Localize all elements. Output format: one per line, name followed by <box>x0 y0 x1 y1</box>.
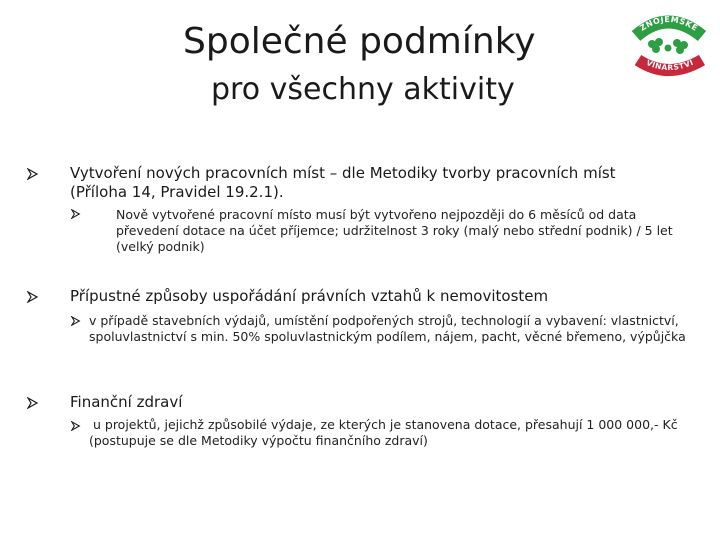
logo-text-bottom: VINAŘSTVÍ <box>644 57 695 73</box>
bullet-item: Vytvoření nových pracovních míst – dle Metodiky tvorby pracovních míst (Příloha 14, Pravidel 19.2.1). <box>70 164 616 201</box>
bullet-arrow-icon <box>27 397 39 409</box>
slide-subtitle: pro všechny aktivity <box>211 72 515 107</box>
slide-title: Společné podmínky <box>183 21 536 62</box>
sub-bullet-item: Nově vytvořené pracovní místo musí být vytvořeno nejpozději do 6 měsíců od data převedení dotace na účet příjemce; udržitelnost 3 roky (malý nebo střední podnik) / 5 let (velký podnik) <box>116 207 673 254</box>
sub-bullet-arrow-icon <box>71 316 81 326</box>
bullet-arrow-icon <box>27 291 39 303</box>
bullet-item: Přípustné způsoby uspořádání právních vztahů k nemovitostem <box>70 287 549 305</box>
sub-bullet-arrow-icon <box>71 209 81 219</box>
sub-bullet-arrow-icon <box>71 421 81 431</box>
logo-text-top: ZNOJEMSKÉ <box>638 14 700 34</box>
bullet-item: Finanční zdraví <box>70 393 183 411</box>
sub-bullet-item: v případě stavebních výdajů, umístění podpořených strojů, technologií a vybavení: vlastnictví, spoluvlastnictví s min. 50% spoluvlastnickým podílem, nájem, pacht, věcné břemeno, výpůjčka <box>89 313 686 344</box>
sub-bullet-item: u projektů, jejichž způsobilé výdaje, ze kterých je stanovena dotace, přesahují 1 000 000,- Kč (postupuje se dle Metodiky výpočtu finančního zdraví) <box>89 417 682 448</box>
bullet-arrow-icon <box>27 168 39 180</box>
znojemske-vinarstvi-logo <box>622 6 714 80</box>
